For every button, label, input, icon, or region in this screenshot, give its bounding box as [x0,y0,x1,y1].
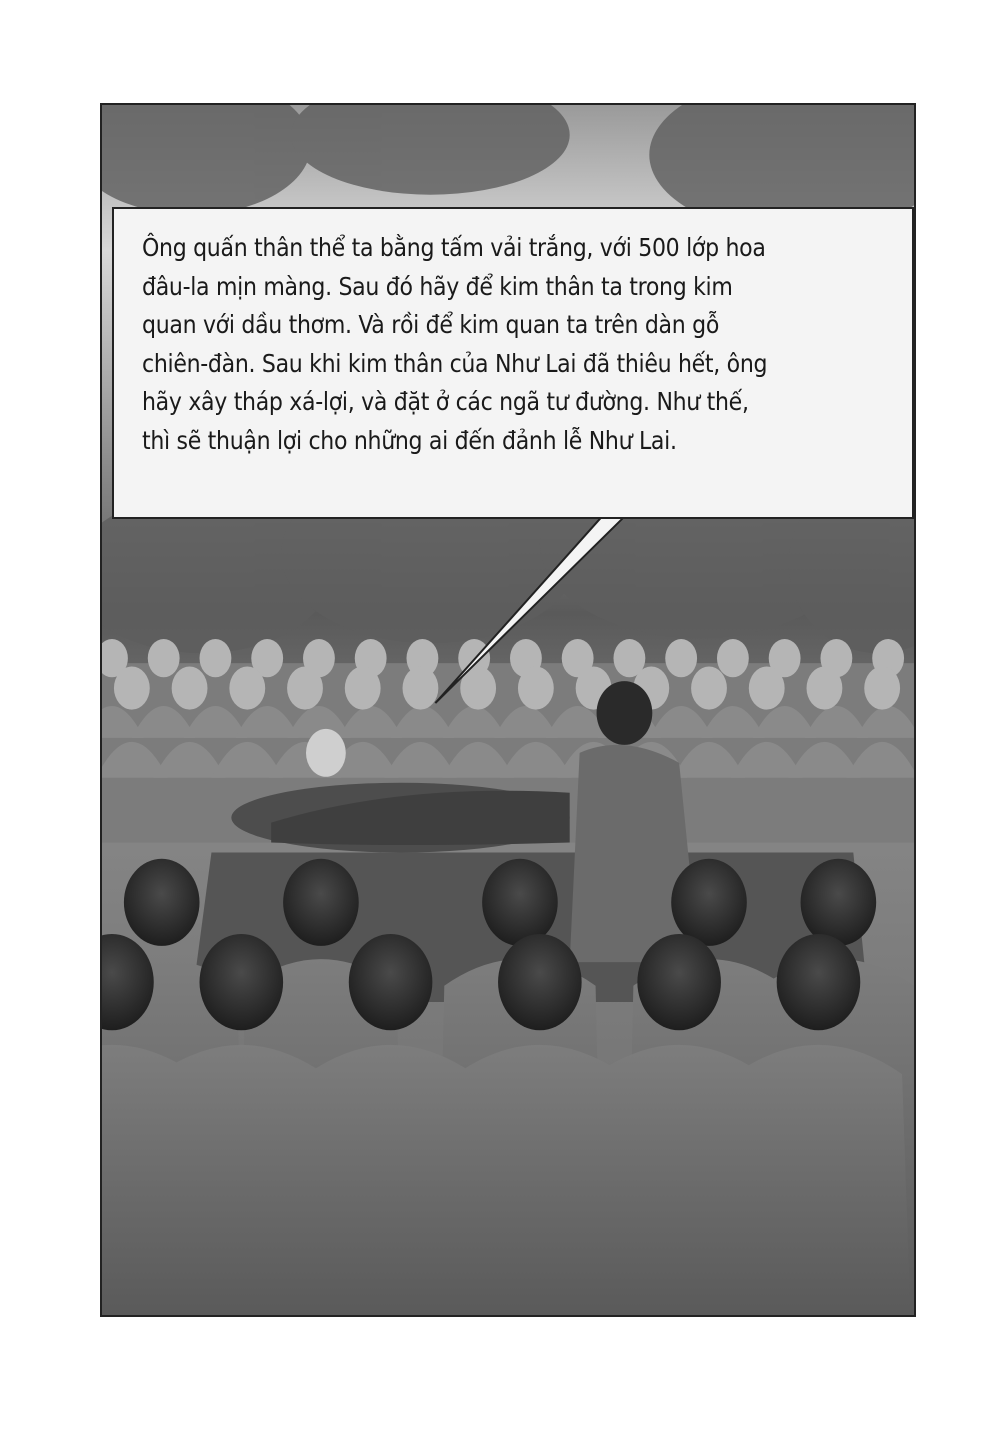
monk-head [200,639,232,677]
speech-line: Ông quấn thân thể ta bằng tấm vải trắng, với 500 lớp hoa [142,233,766,262]
monk-head [345,667,381,710]
monk-head [518,667,554,710]
monk-head [287,667,323,710]
monk-head [691,667,727,710]
monk-head [749,667,785,710]
monk-head [124,859,200,946]
monk-head [717,639,749,677]
monk-head [114,667,150,710]
monk-head [403,667,439,710]
monk-head [801,859,877,946]
monk-head [665,639,697,677]
monk-head [148,639,180,677]
monk-head [498,934,582,1030]
speech-line: đâu-la mịn màng. Sau đó hãy để kim thân ta trong kim [142,271,733,301]
monk-head [229,667,265,710]
monk-head [671,859,747,946]
speech-line: chiên-đàn. Sau khi kim thân của Như Lai đã thiêu hết, ông [142,348,768,378]
monk-head [482,859,558,946]
monk-head [637,934,721,1030]
monk-head [349,934,433,1030]
monk-head [172,667,208,710]
monk-robe [727,1045,911,1315]
speech-line: hãy xây tháp xá-lợi, và đặt ở các ngã tư đường. Như thế, [142,387,749,416]
speech-line: thì sẽ thuận lợi cho những ai đến đảnh lễ Như Lai. [142,425,677,455]
monk-head [283,859,359,946]
comic-panel [100,103,916,1317]
monk-head [200,934,284,1030]
speech-balloon [112,207,914,519]
monk-head [777,934,861,1030]
monk-head [864,667,900,710]
monk-head [807,667,843,710]
speech-line: quan với dầu thơm. Và rồi để kim quan ta trên dàn gỗ [142,310,720,339]
